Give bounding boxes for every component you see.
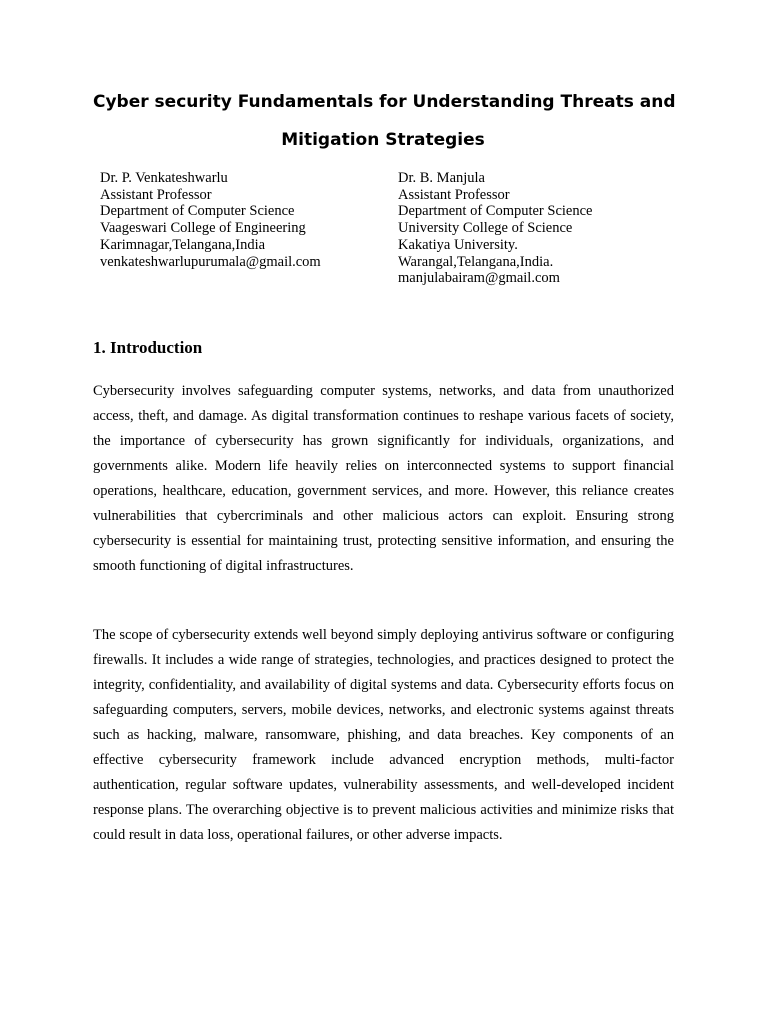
paper-title-line-1: Cyber security Fundamentals for Understanding Threats and (93, 92, 676, 112)
section-heading: 1. Introduction (93, 338, 203, 357)
author-name: Dr. P. Venkateshwarlu (100, 170, 228, 186)
author-institution: Vaageswari College of Engineering (100, 220, 306, 237)
author-department: Department of Computer Science (398, 203, 593, 220)
author-location: Karimnagar,Telangana,India (100, 236, 266, 253)
paper-title-line-2: Mitigation Strategies (281, 130, 485, 150)
author-institution: University College of Science (398, 220, 573, 237)
paper-title (93, 83, 676, 159)
author-position: Assistant Professor (398, 186, 510, 203)
author-email: venkateshwarlupurumala@gmail.com (100, 253, 321, 270)
body-paragraph-2: The scope of cybersecurity extends well beyond simply deploying antivirus software or configuring firewalls. It includes a wide range of strategies, technologies, and practices designed to protect the integrity, confidentiality, and availability of digital systems and data. Cybersecurity efforts focus on safeguarding computers, servers, mobile devices, networks, and electronic systems against threats such as hacking, malware, ransomware, phishing, and data breaches. Key components of an effective cybersecurity framework include advanced encryption methods, multi-factor authentication, regular software updates, vulnerability assessments, and well-developed incident response plans. The overarching objective is to prevent malicious activities and minimize risks that could result in data loss, operational failures, or other adverse impacts. (93, 627, 674, 843)
author-block-2 (398, 170, 592, 287)
author-department: Department of Computer Science (100, 203, 295, 220)
author-email: manjulabairam@gmail.com (398, 270, 560, 287)
body-paragraph-1: Cybersecurity involves safeguarding computer systems, networks, and data from unauthorized access, theft, and damage. As digital transformation continues to reshape various facets of society, the importance of cybersecurity has grown significantly for individuals, organizations, and governments alike. Modern life heavily relies on interconnected systems to support financial operations, healthcare, education, government services, and more. However, this reliance creates vulnerabilities that cybercriminals and other malicious actors can exploit. Ensuring strong cybersecurity is essential for maintaining trust, protecting sensitive information, and ensuring the smooth functioning of digital infrastructures. (93, 383, 674, 574)
author-position: Assistant Professor (100, 186, 212, 203)
author-block-1 (100, 170, 321, 270)
author-institution-2: Kakatiya University. (398, 236, 518, 253)
author-name: Dr. B. Manjula (398, 170, 485, 186)
author-location: Warangal,Telangana,India. (398, 253, 554, 270)
